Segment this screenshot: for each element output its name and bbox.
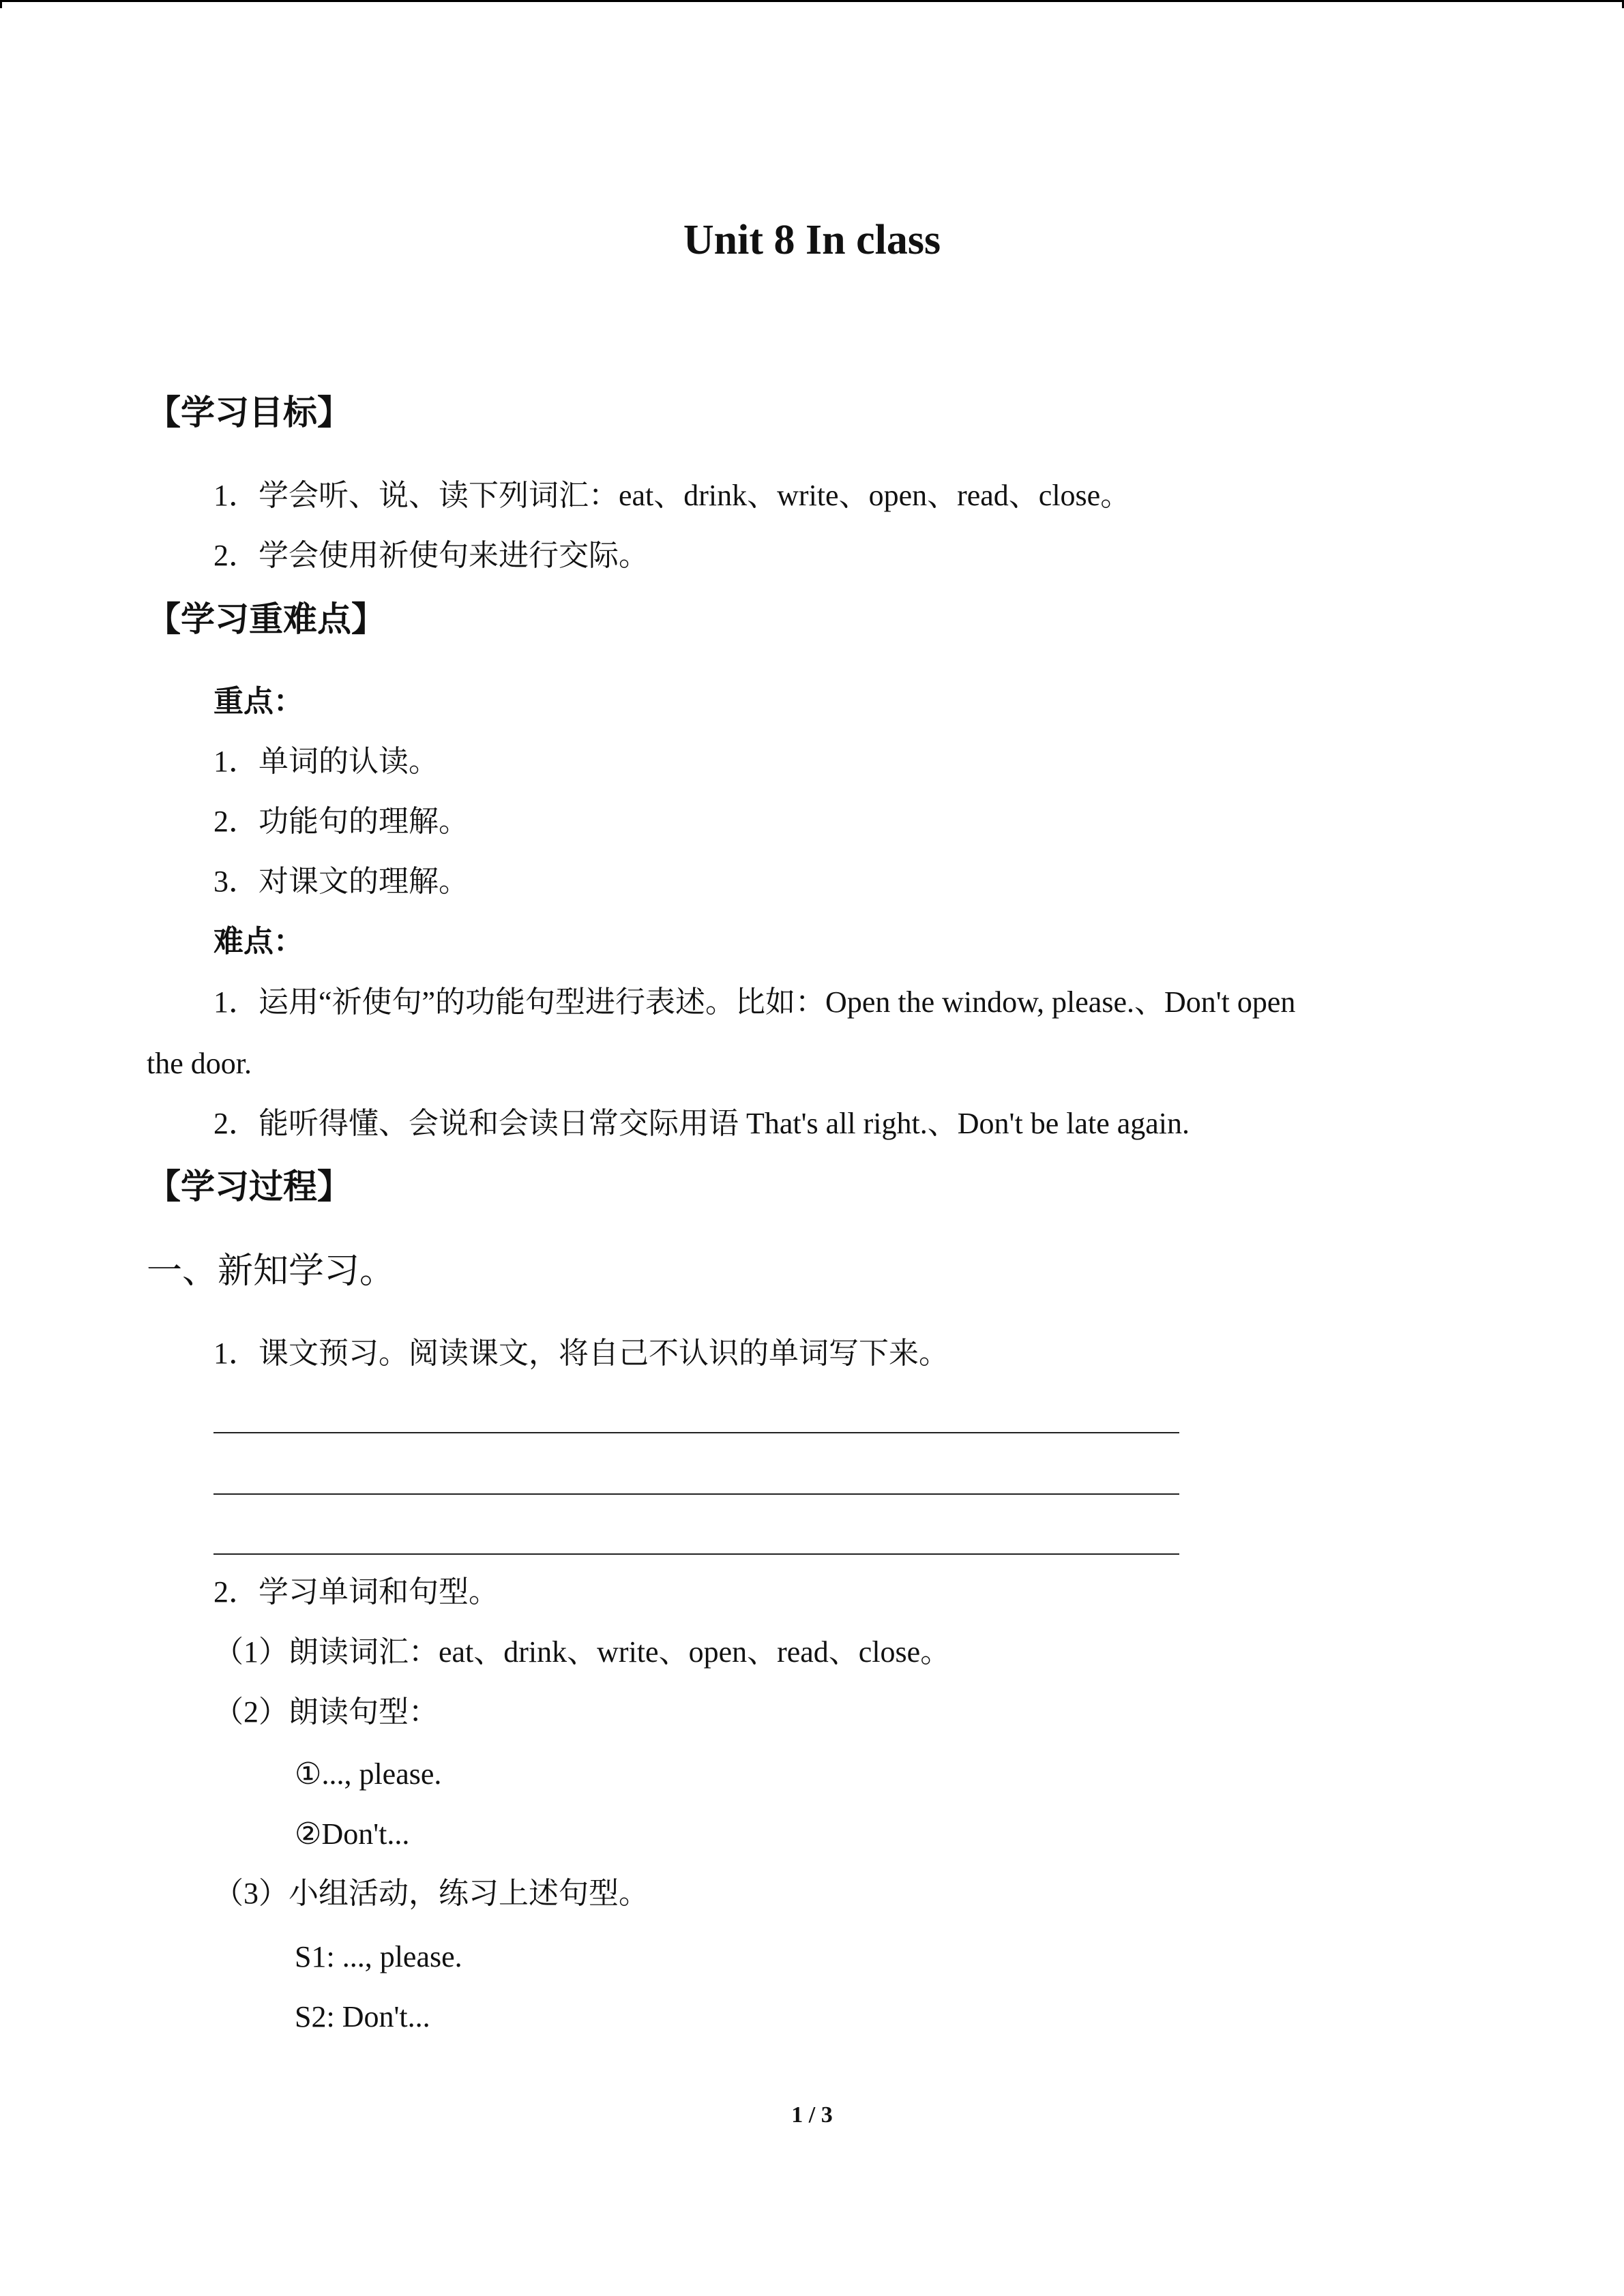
sentence-pattern-2: ②Don't... [295, 1817, 410, 1851]
page-number: 1 / 3 [791, 2102, 833, 2128]
substep-3-text: （3）小组活动，练习上述句型。 [213, 1877, 649, 1910]
substep-2-text: （2）朗读句型： [213, 1695, 439, 1729]
answer-blank-2[interactable] [213, 1493, 1179, 1495]
dialog-line-s2: S2: Don't... [295, 2000, 430, 2033]
dialog-line-s1: S1: ..., please. [295, 1940, 462, 1973]
page-border-top [0, 0, 1624, 2]
focus-item-1: 1．单词的认读。 [213, 745, 439, 778]
answer-blank-1[interactable] [213, 1432, 1179, 1433]
difficulty-label: 难点： [213, 925, 304, 958]
part-one-heading: 一、新知学习。 [147, 1252, 396, 1291]
sentence-pattern-1: ①..., please. [295, 1757, 442, 1791]
key-points-heading: 【学习重难点】 [147, 599, 385, 639]
focus-item-3: 3．对课文的理解。 [213, 865, 469, 898]
difficulty-item-1: 1．运用“祈使句”的功能句型进行表述。比如：Open the window, please.、Don't open [213, 985, 1296, 1019]
objective-item-2: 2．学会使用祈使句来进行交际。 [213, 539, 649, 572]
document-title: Unit 8 In class [683, 217, 941, 263]
objectives-heading: 【学习目标】 [147, 393, 351, 432]
page-border-left [0, 0, 2, 8]
difficulty-item-2: 2．能听得懂、会说和会读日常交际用语 That's all right.、Don't be late again. [213, 1107, 1190, 1140]
answer-blank-3[interactable] [213, 1553, 1179, 1555]
step-2-text: 2．学习单词和句型。 [213, 1575, 499, 1609]
objective-item-1: 1．学会听、说、读下列词汇：eat、drink、write、open、read、close。 [213, 479, 1131, 512]
substep-1-text: （1）朗读词汇：eat、drink、write、open、read、close。 [213, 1635, 951, 1669]
difficulty-item-1-continued: the door. [147, 1047, 252, 1080]
focus-label: 重点： [213, 685, 304, 718]
focus-item-2: 2．功能句的理解。 [213, 805, 469, 838]
step-1-text: 1．课文预习。阅读课文，将自己不认识的单词写下来。 [213, 1337, 949, 1370]
process-heading: 【学习过程】 [147, 1167, 351, 1206]
